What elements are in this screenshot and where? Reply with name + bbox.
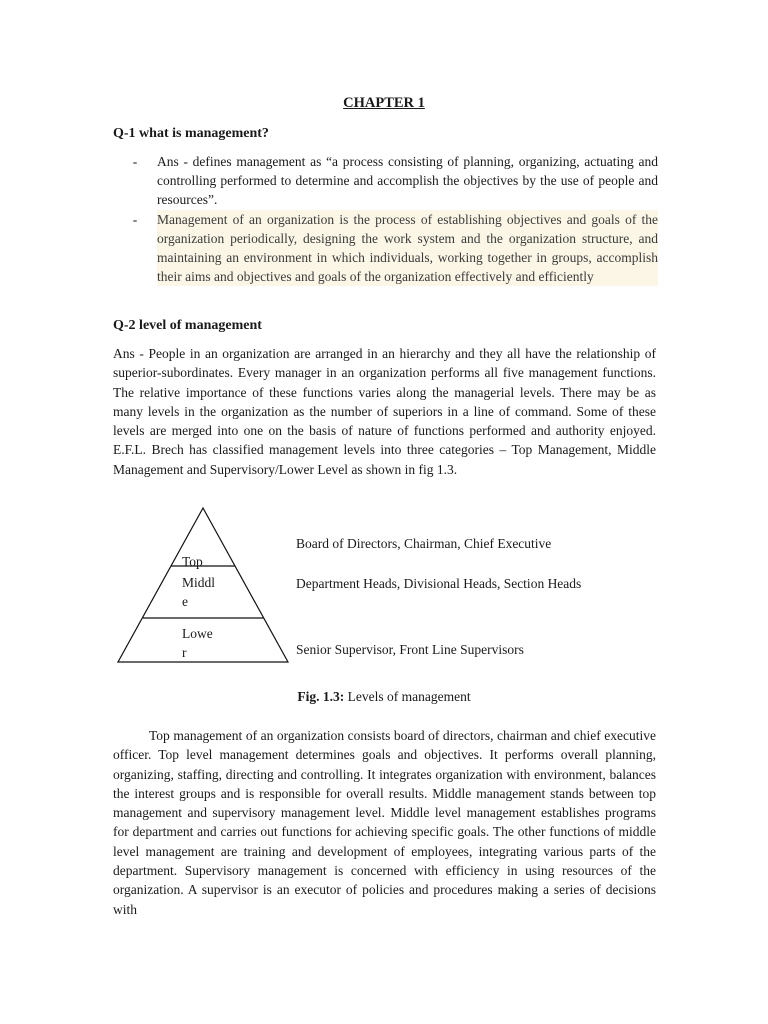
bullet-marker: -: [132, 154, 138, 169]
bullet-item: [113, 152, 658, 210]
pyramid-level-top-label: [182, 552, 203, 571]
level-lower-line1: Lowe: [182, 626, 213, 641]
question-2-title: Q-2 level of management: [113, 318, 262, 333]
level-top-text: Top: [182, 554, 203, 569]
level-lower-line2: r: [182, 645, 187, 660]
level-middle-description: Department Heads, Divisional Heads, Section Heads: [296, 576, 582, 591]
bullet-item-highlighted: [113, 210, 658, 287]
question-2-answer: Ans - People in an organization are arranged in an hierarchy and they all have the relationship of superior-subordinates. Every manager in an organization performs all five management functions. The relative importance of these functions varies along the managerial levels. There may be as many levels in the organization as the number of superiors in a line of command. Some of these levels are merged into one on the basis of nature of functions performed and authority enjoyed. E.F.L. Brech has classified management levels into three categories – Top Management, Middle Management and Supervisory/Lower Level as shown in fig 1.3.: [113, 346, 656, 477]
figure-caption-label: Fig. 1.3:: [297, 689, 345, 704]
chapter-heading: CHAPTER 1: [343, 95, 425, 111]
pyramid-level-lower-label: [182, 624, 213, 662]
level-middle-line1: Middl: [182, 575, 216, 590]
bullet-text: Management of an organization is the process of establishing objectives and goals of the organization periodically, designing the work system and the organization structure, and maintaining an environment in which individuals, working together in groups, accomplish their aims and objectives and goals of the organization effectively and efficiently: [157, 210, 658, 287]
level-lower-description: Senior Supervisor, Front Line Supervisors: [296, 642, 524, 657]
figure-caption: [0, 689, 768, 705]
figure-caption-text: Levels of management: [344, 689, 471, 704]
level-middle-line2: e: [182, 594, 188, 609]
pyramid-level-middle-label: [182, 573, 215, 611]
question-1-bullets: [113, 152, 658, 286]
question-1-title: Q-1 what is management?: [113, 126, 269, 141]
bullet-text: Ans - defines management as “a process consisting of planning, organizing, actuating and controlling performed to determine and accomplish the objectives by the use of people and resources”.: [157, 154, 658, 208]
level-top-description: Board of Directors, Chairman, Chief Executive: [296, 536, 552, 551]
body-paragraph: Top management of an organization consists board of directors, chairman and chief executive officer. Top level management determines goals and objectives. It performs overall planning, organizing, staffing, directing and controlling. It integrates organization with environment, balances the interest groups and is responsible for overall results. Middle management stands between top management and supervisory management level. Middle level management establishes programs for department and carries out functions for achieving specific goals. The other functions of middle level management are training and development of employees, integrating various parts of the department. Supervisory management is concerned with efficiency in using resources of the organization. A supervisor is an executor of policies and procedures making a series of decisions with: [113, 728, 656, 917]
bullet-marker: -: [132, 211, 138, 227]
